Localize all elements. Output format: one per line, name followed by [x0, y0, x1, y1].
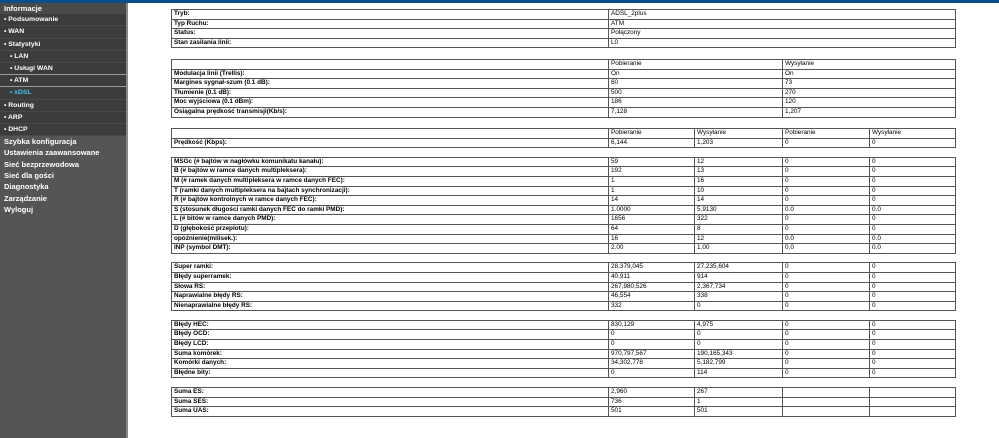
- row-value: 0: [783, 301, 870, 311]
- row-value: 27,235,604: [695, 263, 783, 273]
- header-empty-cell: [172, 129, 609, 139]
- row-value: 4,975: [695, 320, 783, 330]
- row-value: 0: [870, 167, 956, 177]
- stats-row: [172, 205, 956, 215]
- stats-row: [172, 330, 956, 340]
- stats-row: [172, 292, 956, 302]
- row-value: ATM: [609, 19, 956, 29]
- row-value: 0: [609, 368, 695, 378]
- row-label: B (# bajtów w ramce danych multipleksera):: [172, 167, 609, 177]
- row-value: 0.0: [870, 205, 956, 215]
- row-value: 0: [783, 330, 870, 340]
- row-value: 322: [695, 215, 783, 225]
- stats-row: [172, 186, 956, 196]
- stats-row: [172, 359, 956, 369]
- row-value: 46,554: [609, 292, 695, 302]
- row-value: 0: [783, 282, 870, 292]
- row-label: Nienaprawialne błędy RS:: [172, 301, 609, 311]
- row-value: 12: [695, 234, 783, 244]
- row-label: Moc wyjściowa (0.1 dBm):: [172, 98, 609, 108]
- row-value: 0: [783, 359, 870, 369]
- main-content: [128, 3, 999, 438]
- menu-item-statystyki[interactable]: • Statystyki: [0, 39, 126, 51]
- menu-siec-bezprzewodowa[interactable]: Sieć bezprzewodowa: [4, 159, 80, 169]
- row-value: 0: [870, 272, 956, 282]
- row-value: 0: [609, 330, 695, 340]
- row-value: 0: [870, 186, 956, 196]
- row-value: 0: [870, 224, 956, 234]
- row-value: 0: [783, 138, 870, 148]
- row-value: 2,960: [609, 388, 695, 398]
- row-label: Naprawialne błędy RS:: [172, 292, 609, 302]
- connection-status-table: [171, 9, 956, 48]
- stats-row: [172, 388, 956, 398]
- separator-cell: [172, 311, 956, 321]
- menu-siec-dla-gosci[interactable]: Sieć dla gości: [4, 171, 55, 181]
- row-value: 501: [609, 407, 695, 417]
- stats-row: [172, 176, 956, 186]
- row-value: 0.0: [783, 234, 870, 244]
- menu-item-atm[interactable]: • ATM: [0, 75, 126, 87]
- row-label: T (ramki danych multipleksera na bajtach synchronizacji):: [172, 186, 609, 196]
- row-label: M (# ramek danych multipleksera w ramce danych FEC):: [172, 176, 609, 186]
- row-value: 114: [695, 368, 783, 378]
- stats-row: [172, 320, 956, 330]
- row-value: 2,367,734: [695, 282, 783, 292]
- row-value: 0: [870, 301, 956, 311]
- line-parameters-table: [171, 59, 956, 118]
- row-label: L (# bitów w ramce danych PMD):: [172, 215, 609, 225]
- row-value: [870, 388, 956, 398]
- header-row: [172, 60, 956, 70]
- row-value: 830,129: [609, 320, 695, 330]
- row-value: [870, 407, 956, 417]
- row-label: Stan zasilania linii:: [172, 38, 609, 48]
- row-value: 0: [870, 320, 956, 330]
- row-value: 1: [609, 186, 695, 196]
- row-value: 2.00: [609, 244, 695, 254]
- stats-row: [172, 224, 956, 234]
- row-value: On: [609, 69, 783, 79]
- row-label: Tryb:: [172, 10, 609, 20]
- blank-separator-row: [172, 148, 956, 158]
- row-value: 6,144: [609, 138, 695, 148]
- line-row: [172, 79, 956, 89]
- row-label: Błędy HEC:: [172, 320, 609, 330]
- sidebar-menu: [0, 3, 128, 438]
- row-value: ADSL_2plus: [609, 10, 956, 20]
- row-value: 0: [870, 368, 956, 378]
- menu-informacje[interactable]: Informacje: [0, 3, 126, 14]
- stats-row: [172, 282, 956, 292]
- separator-cell: [172, 378, 956, 388]
- row-value: 970,797,567: [609, 349, 695, 359]
- row-value: 1,203: [695, 138, 783, 148]
- row-value: 190,165,343: [695, 349, 783, 359]
- menu-szybka-konfiguracja[interactable]: Szybka konfiguracja: [4, 137, 77, 147]
- row-value: 1: [609, 176, 695, 186]
- row-value: 5,182,799: [695, 359, 783, 369]
- column-header: Wysyłanie: [870, 129, 956, 139]
- row-value: 270: [783, 88, 956, 98]
- row-value: 0: [783, 224, 870, 234]
- row-value: 0: [783, 196, 870, 206]
- row-value: 0: [783, 176, 870, 186]
- row-value: 0: [870, 359, 956, 369]
- row-value: 14: [609, 196, 695, 206]
- menu-ustawienia-zaawansowane[interactable]: Ustawienia zaawansowane: [4, 148, 100, 158]
- stats-row: [172, 157, 956, 167]
- row-value: 59: [609, 157, 695, 167]
- row-value: 267,980,526: [609, 282, 695, 292]
- row-value: 14: [695, 196, 783, 206]
- row-value: 0.0: [783, 205, 870, 215]
- row-value: 0: [783, 215, 870, 225]
- row-value: 34,302,778: [609, 359, 695, 369]
- row-label: Błędy OCD:: [172, 330, 609, 340]
- stats-row: [172, 244, 956, 254]
- row-value: 60: [609, 79, 783, 89]
- row-value: 1656: [609, 215, 695, 225]
- row-value: [783, 388, 870, 398]
- row-value: [783, 407, 870, 417]
- stats-row: [172, 167, 956, 177]
- row-value: 0: [695, 330, 783, 340]
- row-label: opóźnienie(milisek.):: [172, 234, 609, 244]
- row-label: INP (symbol DMT):: [172, 244, 609, 254]
- separator-cell: [172, 148, 956, 158]
- row-label: D (głębokość przeplotu):: [172, 224, 609, 234]
- row-value: 0: [870, 157, 956, 167]
- row-value: 338: [695, 292, 783, 302]
- row-value: 914: [695, 272, 783, 282]
- row-value: 501: [695, 407, 783, 417]
- row-label: R (# bajtów kontrolnych w ramce danych FEC):: [172, 196, 609, 206]
- row-value: 0: [870, 138, 956, 148]
- header-row: [172, 129, 956, 139]
- column-header: Pobieranie: [609, 60, 783, 70]
- menu-item-arp[interactable]: • ARP: [0, 112, 126, 124]
- separator-cell: [172, 253, 956, 263]
- row-value: 500: [609, 88, 783, 98]
- row-value: 0: [870, 330, 956, 340]
- xdsl-statistics-table: [171, 128, 956, 417]
- row-value: 1,207: [783, 107, 956, 117]
- row-label: Błędy superramek:: [172, 272, 609, 282]
- row-label: Typ Ruchu:: [172, 19, 609, 29]
- menu-zarzadzanie[interactable]: Zarządzanie: [4, 193, 47, 203]
- row-value: 28,379,045: [609, 263, 695, 273]
- row-label: Suma SES:: [172, 397, 609, 407]
- menu-item-dhcp[interactable]: • DHCP: [0, 124, 126, 136]
- row-label: Super ramki:: [172, 263, 609, 273]
- row-value: 16: [609, 234, 695, 244]
- menu-diagnostyka[interactable]: Diagnostyka: [4, 182, 49, 192]
- row-value: 0: [870, 282, 956, 292]
- row-label: Suma komórek:: [172, 349, 609, 359]
- row-value: 0: [783, 263, 870, 273]
- stats-row: [172, 397, 956, 407]
- row-label: Suma UAS:: [172, 407, 609, 417]
- menu-item-podsumowanie[interactable]: • Podsumowanie: [0, 14, 126, 26]
- row-label: Status:: [172, 29, 609, 39]
- blank-separator-row: [172, 311, 956, 321]
- row-label: Modulacja linii (Trellis):: [172, 69, 609, 79]
- row-value: 0: [783, 167, 870, 177]
- row-label: Osiągalna prędkość transmisji(Kb/s):: [172, 107, 609, 117]
- menu-item-lan[interactable]: • LAN: [0, 51, 126, 63]
- row-value: 0.0: [870, 234, 956, 244]
- menu-item-wan[interactable]: • WAN: [0, 26, 126, 38]
- row-value: 192: [609, 167, 695, 177]
- line-row: [172, 88, 956, 98]
- row-value: 0: [783, 349, 870, 359]
- row-value: 0: [783, 368, 870, 378]
- blank-separator-row: [172, 378, 956, 388]
- column-header: Pobieranie: [783, 129, 870, 139]
- column-header: Wysyłanie: [783, 60, 956, 70]
- row-value: 8: [695, 224, 783, 234]
- menu-item-uslugi-wan[interactable]: • Usługi WAN: [0, 63, 126, 75]
- row-value: 10: [695, 186, 783, 196]
- line-row: [172, 107, 956, 117]
- menu-wyloguj[interactable]: Wyloguj: [4, 204, 34, 214]
- row-value: 7,128: [609, 107, 783, 117]
- row-value: 1.0000: [609, 205, 695, 215]
- stats-row: [172, 301, 956, 311]
- row-label: Prędkość (Kbps):: [172, 138, 609, 148]
- row-value: 13: [695, 167, 783, 177]
- row-value: On: [783, 69, 956, 79]
- row-value: Połączony: [609, 29, 956, 39]
- stats-row: [172, 215, 956, 225]
- row-value: 0: [870, 349, 956, 359]
- row-label: Słowa RS:: [172, 282, 609, 292]
- row-value: [783, 397, 870, 407]
- row-value: 0: [870, 292, 956, 302]
- line-row: [172, 98, 956, 108]
- row-label: Suma ES:: [172, 388, 609, 398]
- stats-row: [172, 368, 956, 378]
- stats-row: [172, 263, 956, 273]
- stats-row: [172, 138, 956, 148]
- row-value: 5.9130: [695, 205, 783, 215]
- menu-item-routing[interactable]: • Routing: [0, 100, 126, 112]
- row-value: 332: [609, 301, 695, 311]
- row-value: 40,911: [609, 272, 695, 282]
- stats-row: [172, 340, 956, 350]
- row-label: S (stosunek długości ramki danych FEC do ramki PMD):: [172, 205, 609, 215]
- row-value: 0.0: [870, 244, 956, 254]
- stats-row: [172, 196, 956, 206]
- row-value: 12: [695, 157, 783, 167]
- row-value: 120: [783, 98, 956, 108]
- row-label: MSGc (# bajtów w nagłówku komunikatu kanału):: [172, 157, 609, 167]
- row-value: [870, 397, 956, 407]
- row-value: 0: [695, 301, 783, 311]
- status-row: [172, 10, 956, 20]
- row-value: 0: [783, 186, 870, 196]
- stats-row: [172, 349, 956, 359]
- row-value: 0: [783, 320, 870, 330]
- row-value: 0: [783, 340, 870, 350]
- row-value: 0: [870, 340, 956, 350]
- stats-row: [172, 234, 956, 244]
- row-value: 186: [609, 98, 783, 108]
- row-value: 0: [870, 215, 956, 225]
- row-label: Błędne bity:: [172, 368, 609, 378]
- row-value: 0: [783, 292, 870, 302]
- row-value: L0: [609, 38, 956, 48]
- line-row: [172, 69, 956, 79]
- row-value: 736: [609, 397, 695, 407]
- row-value: 0.0: [783, 244, 870, 254]
- row-value: 1.00: [695, 244, 783, 254]
- row-value: 0: [783, 157, 870, 167]
- row-label: Błędy LCD:: [172, 340, 609, 350]
- header-empty-cell: [172, 60, 609, 70]
- column-header: Wysyłanie: [695, 129, 783, 139]
- row-value: 73: [783, 79, 956, 89]
- status-row: [172, 29, 956, 39]
- row-value: 16: [695, 176, 783, 186]
- blank-separator-row: [172, 253, 956, 263]
- row-value: 0: [870, 176, 956, 186]
- row-value: 267: [695, 388, 783, 398]
- row-value: 1: [695, 397, 783, 407]
- stats-row: [172, 272, 956, 282]
- row-label: Margines sygnał-szum (0.1 dB):: [172, 79, 609, 89]
- row-value: 0: [695, 340, 783, 350]
- row-value: 0: [870, 196, 956, 206]
- stats-row: [172, 407, 956, 417]
- status-row: [172, 38, 956, 48]
- row-value: 64: [609, 224, 695, 234]
- row-label: Komórki danych:: [172, 359, 609, 369]
- row-value: 0: [609, 340, 695, 350]
- row-value: 0: [783, 272, 870, 282]
- row-value: 0: [870, 263, 956, 273]
- informacje-submenu: [0, 14, 126, 136]
- status-row: [172, 19, 956, 29]
- menu-item-xdsl[interactable]: • xDSL: [0, 87, 126, 99]
- column-header: Pobieranie: [609, 129, 695, 139]
- row-label: Tłumienie (0.1 dB):: [172, 88, 609, 98]
